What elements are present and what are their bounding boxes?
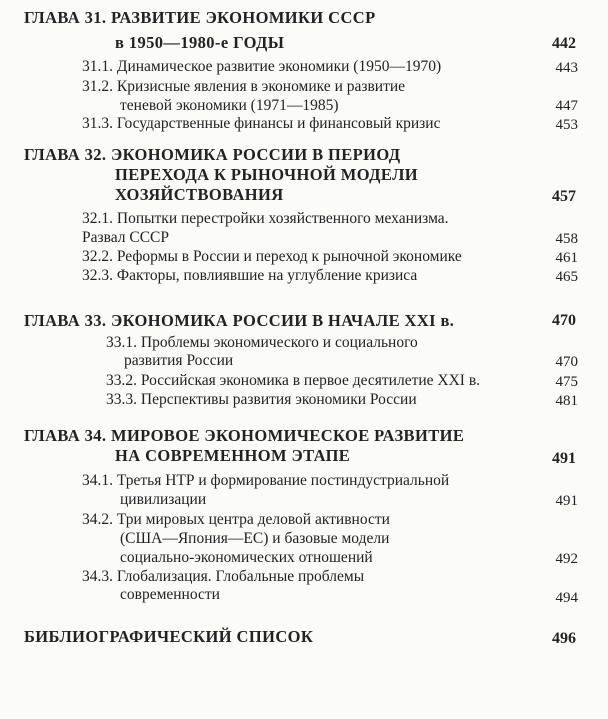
chapter-31-page: 442 bbox=[552, 35, 576, 52]
chapter-34-page: 491 bbox=[552, 450, 576, 467]
section-32-3: 32.3. Факторы, повлиявшие на углубление кризиса bbox=[82, 267, 418, 284]
chapter-31-title-line2: в 1950—1980-е ГОДЫ bbox=[115, 33, 285, 52]
section-34-3-line1: 34.3. Глобализация. Глобальные проблемы bbox=[82, 568, 365, 585]
section-34-3-page: 494 bbox=[555, 590, 578, 606]
chapter-32-page: 457 bbox=[552, 188, 576, 205]
chapter-34-title-line2: НА СОВРЕМЕННОМ ЭТАПЕ bbox=[115, 446, 351, 465]
section-34-2-line3: социально-экономических отношений bbox=[120, 549, 373, 566]
bibliography-page: 496 bbox=[552, 630, 576, 647]
chapter-31-title-line1: ГЛАВА 31. РАЗВИТИЕ ЭКОНОМИКИ СССР bbox=[24, 8, 376, 27]
section-32-2: 32.2. Реформы в России и переход к рыночной экономике bbox=[82, 248, 462, 265]
section-33-3: 33.3. Перспективы развития экономики России bbox=[106, 391, 417, 408]
bibliography-title: БИБЛИОГРАФИЧЕСКИЙ СПИСОК bbox=[24, 627, 314, 646]
section-33-1-page: 470 bbox=[555, 354, 578, 370]
section-33-1-line2: развития России bbox=[124, 352, 234, 369]
section-31-1: 31.1. Динамическое развитие экономики (1950—1970) bbox=[82, 58, 442, 75]
section-34-2-page: 492 bbox=[555, 551, 578, 567]
chapter-34-title-line1: ГЛАВА 34. МИРОВОЕ ЭКОНОМИЧЕСКОЕ РАЗВИТИЕ bbox=[24, 426, 465, 445]
section-31-2-page: 447 bbox=[555, 98, 578, 114]
section-31-3: 31.3. Государственные финансы и финансовый кризис bbox=[82, 115, 441, 132]
section-34-2-line1: 34.2. Три мировых центра деловой активности bbox=[82, 511, 390, 528]
chapter-32-title-line1: ГЛАВА 32. ЭКОНОМИКА РОССИИ В ПЕРИОД bbox=[24, 145, 401, 164]
section-32-3-page: 465 bbox=[555, 269, 578, 285]
section-34-2-line2: (США—Япония—ЕС) и базовые модели bbox=[120, 530, 390, 547]
section-34-1-line2: цивилизации bbox=[120, 491, 207, 508]
section-32-2-page: 461 bbox=[555, 250, 578, 266]
section-33-2: 33.2. Российская экономика в первое десятилетие XXI в. bbox=[106, 372, 481, 389]
chapter-33-title: ГЛАВА 33. ЭКОНОМИКА РОССИИ В НАЧАЛЕ XXI в. bbox=[24, 311, 455, 330]
section-31-3-page: 453 bbox=[555, 117, 578, 133]
section-34-3-line2: современности bbox=[120, 586, 220, 603]
chapter-32-title-line2: ПЕРЕХОДА К РЫНОЧНОЙ МОДЕЛИ bbox=[115, 165, 419, 184]
section-34-1-line1: 34.1. Третья НТР и формирование постиндустриальной bbox=[82, 472, 450, 489]
section-32-1-line2: Развал СССР bbox=[82, 229, 169, 246]
section-31-2-line2: теневой экономики (1971—1985) bbox=[120, 97, 339, 114]
chapter-33-page: 470 bbox=[552, 312, 576, 329]
section-31-2-line1: 31.2. Кризисные явления в экономике и развитие bbox=[82, 78, 406, 95]
section-31-1-page: 443 bbox=[555, 60, 578, 76]
section-34-1-page: 491 bbox=[555, 493, 578, 509]
section-32-1-line1: 32.1. Попытки перестройки хозяйственного механизма. bbox=[82, 210, 449, 227]
section-32-1-page: 458 bbox=[555, 231, 578, 247]
section-33-3-page: 481 bbox=[555, 393, 578, 409]
section-33-1-line1: 33.1. Проблемы экономического и социального bbox=[106, 334, 418, 351]
section-33-2-page: 475 bbox=[555, 374, 578, 390]
chapter-32-title-line3: ХОЗЯЙСТВОВАНИЯ bbox=[115, 185, 284, 204]
